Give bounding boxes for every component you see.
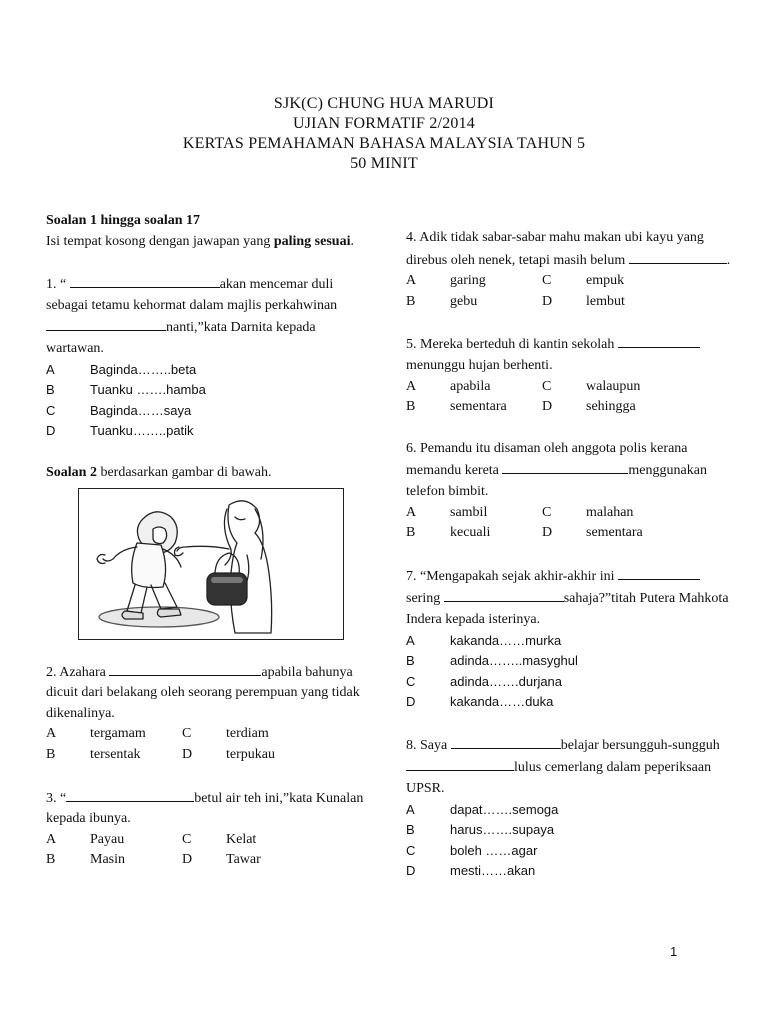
q3-blank	[66, 787, 194, 802]
q1-option: C Baginda……saya	[46, 402, 192, 418]
q5-blank	[618, 333, 700, 348]
right-column	[406, 228, 736, 882]
q7-blank-1	[618, 565, 700, 580]
q4-option-row: A garing C empuk	[406, 273, 625, 289]
q1-blank-2	[46, 316, 166, 331]
left-column	[46, 211, 376, 871]
q3-option-row: B Masin D Tawar	[46, 852, 261, 868]
q7-option: B adinda……..masyghul	[406, 653, 578, 669]
question-5: 5. Mereka berteduh di kantin sekolah menunggu hujan berhenti. A apabila C walaupun B sementara D sehingga	[406, 333, 736, 417]
question-1: 1. “ akan mencemar duli sebagai tetamu kehormat dalam majlis perkahwinan nanti,”kata Darnita kepada wartawan. A Baginda……..beta B Tuanku …….hamba C Baginda……saya D Tuanku……..patik	[46, 273, 376, 442]
girl-touching-shoulder-illustration	[79, 489, 343, 639]
exam-duration: 50 MINIT	[350, 155, 418, 172]
q7-option: C adinda…….durjana	[406, 673, 563, 689]
q8-blank-1	[451, 734, 561, 749]
q3-option-row: A Payau C Kelat	[46, 831, 257, 847]
q8-option: D mesti……akan	[406, 863, 536, 879]
q7-option: A kakanda……murka	[406, 632, 562, 648]
question-8: 8. Saya belajar bersungguh-sungguh lulus cemerlang dalam peperiksaan UPSR. A dapat…….semoga B harus…….supaya C boleh ……agar D mesti……akan	[406, 734, 736, 882]
q7-blank-2	[444, 587, 564, 602]
q4-option-row: B gebu D lembut	[406, 293, 625, 309]
q1-option: B Tuanku …….hamba	[46, 382, 206, 398]
q2-option-row: B tersentak D terpukau	[46, 746, 275, 762]
exam-title: UJIAN FORMATIF 2/2014	[293, 115, 475, 132]
q7-option: D kakanda……duka	[406, 694, 554, 710]
q1-blank-1	[70, 273, 220, 288]
illustration-picture	[78, 488, 344, 640]
q8-option: A dapat…….semoga	[406, 801, 559, 817]
q6-option-row: B kecuali D sementara	[406, 525, 643, 541]
q8-blank-2	[406, 756, 514, 771]
section1-instruction: Isi tempat kosong dengan jawapan yang paling sesuai.	[46, 233, 354, 249]
section2-instruction: Soalan 2 berdasarkan gambar di bawah.	[46, 464, 272, 480]
question-4: 4. Adik tidak sabar-sabar mahu makan ubi kayu yang direbus oleh nenek, tetapi masih belum . A garing C empuk B gebu D lembut	[406, 228, 736, 312]
paper-title: KERTAS PEMAHAMAN BAHASA MALAYSIA TAHUN 5	[182, 135, 586, 152]
question-3: 3. “ betul air teh ini,”kata Kunalan kepada ibunya. A Payau C Kelat B Masin D Tawar	[46, 787, 376, 871]
page-number: 1	[670, 944, 678, 959]
q6-option-row: A sambil C malahan	[406, 504, 634, 520]
q1-option: D Tuanku……..patik	[46, 423, 194, 439]
q5-option-row: A apabila C walaupun	[406, 378, 641, 394]
section1-title: Soalan 1 hingga soalan 17	[46, 213, 201, 228]
q6-blank	[502, 459, 628, 474]
q4-blank	[629, 249, 727, 264]
q2-blank	[109, 661, 261, 676]
school-name: SJK(C) CHUNG HUA MARUDI	[273, 95, 495, 112]
exam-header	[0, 94, 768, 174]
q5-option-row: B sementara D sehingga	[406, 399, 636, 415]
question-6: 6. Pemandu itu disaman oleh anggota polis kerana memandu kereta menggunakan telefon bimbit. A sambil C malahan B kecuali D sementara	[406, 439, 736, 544]
q8-option: B harus…….supaya	[406, 822, 555, 838]
q2-option-row: A tergamam C terdiam	[46, 726, 269, 742]
q1-option: A Baginda……..beta	[46, 361, 197, 377]
question-2: 2. Azahara apabila bahunya dicuit dari belakang oleh seorang perempuan yang tidak dikenalinya. A tergamam C terdiam B tersentak D terpukau	[46, 661, 376, 766]
question-7: 7. “Mengapakah sejak akhir-akhir ini sering sahaja?”titah Putera Mahkota Indera kepada isterinya. A kakanda……murka B adinda……..masyghul C adinda…….durjana D kakanda……duka	[406, 565, 736, 713]
q8-option: C boleh ……agar	[406, 842, 538, 858]
